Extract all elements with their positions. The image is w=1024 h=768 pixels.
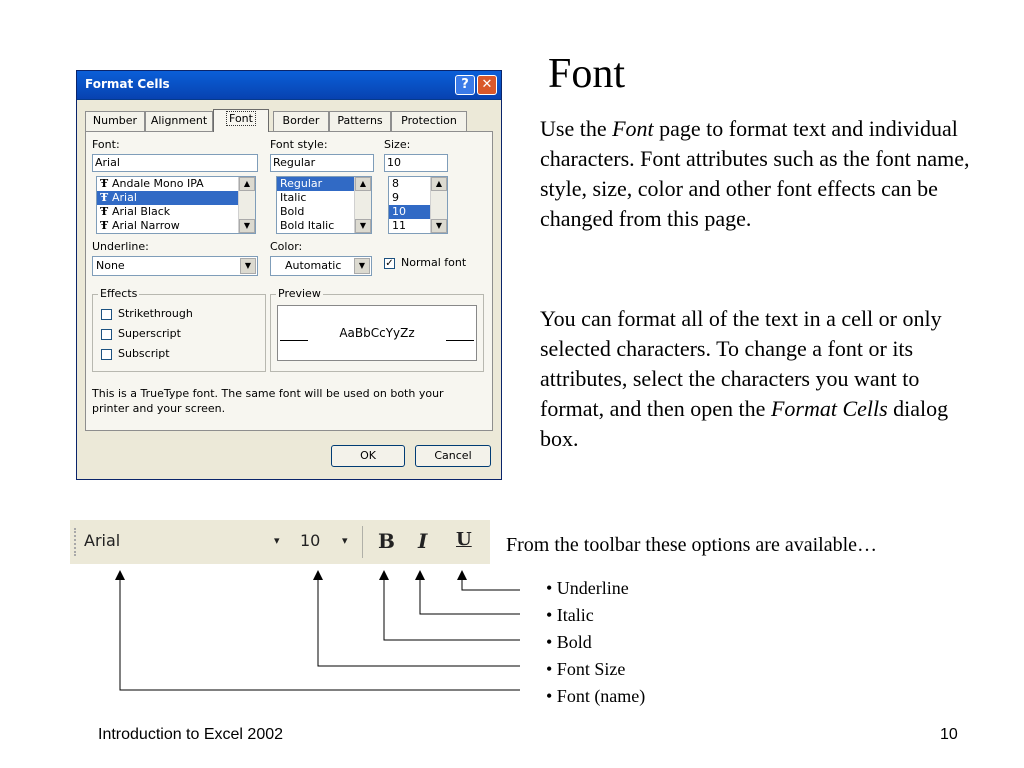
chevron-down-icon[interactable]: ▼ <box>354 258 370 274</box>
tab-protection[interactable]: Protection <box>391 111 467 131</box>
subscript-checkbox[interactable]: Subscript <box>101 347 170 360</box>
tab-number[interactable]: Number <box>85 111 145 131</box>
scroll-up-icon[interactable]: ▲ <box>431 177 447 191</box>
slide-heading: Font <box>548 51 626 97</box>
truetype-icon: Ŧ <box>100 177 109 190</box>
size-list-item[interactable]: 8 <box>392 177 399 190</box>
arrow-up-icon <box>115 570 125 580</box>
help-button[interactable]: ? <box>455 75 475 95</box>
tab-font[interactable] <box>213 109 269 132</box>
font-style-label: Font style: <box>270 138 328 151</box>
arrow-up-icon <box>313 570 323 580</box>
ok-button[interactable]: OK <box>331 445 405 467</box>
chevron-down-icon[interactable]: ▼ <box>240 258 256 274</box>
chevron-down-icon[interactable]: ▾ <box>274 534 280 547</box>
underline-label: Underline: <box>92 240 149 253</box>
effects-label: Effects <box>100 287 138 300</box>
strikethrough-checkbox[interactable]: Strikethrough <box>101 307 193 320</box>
legend-bold: • Bold <box>546 632 592 652</box>
legend-font-name: • Font (name) <box>546 686 646 706</box>
style-list-item[interactable]: Bold <box>280 205 305 218</box>
font-name-callout-line <box>120 574 520 690</box>
size-callout-line <box>318 574 520 666</box>
bold-button[interactable]: B <box>378 529 395 553</box>
color-label: Color: <box>270 240 303 253</box>
style-list-item[interactable]: Bold Italic <box>280 219 335 232</box>
toolbar-caption: From the toolbar these options are available… <box>506 534 878 556</box>
italic-button[interactable]: I <box>418 529 428 553</box>
toolbar-font-size: 10 <box>300 531 321 550</box>
scroll-down-icon[interactable]: ▼ <box>355 219 371 233</box>
tab-font-label: Font <box>226 111 256 126</box>
size-list-item[interactable]: 11 <box>392 219 406 232</box>
italic-callout-line <box>420 574 520 614</box>
style-list-item[interactable]: Regular <box>277 177 371 191</box>
size-list-item[interactable]: 9 <box>392 191 399 204</box>
toolbar-font-name: Arial <box>84 531 121 550</box>
truetype-info-text: This is a TrueType font. The same font will be used on both your printer and your screen. <box>92 387 444 415</box>
font-style-input[interactable]: Regular <box>270 154 374 172</box>
underline-callout-line <box>462 574 520 590</box>
scroll-down-icon[interactable]: ▼ <box>239 219 255 233</box>
bold-callout-line <box>384 574 520 640</box>
font-label: Font: <box>92 138 120 151</box>
superscript-checkbox[interactable]: Superscript <box>101 327 181 340</box>
size-label: Size: <box>384 138 411 151</box>
chevron-down-icon[interactable]: ▾ <box>342 534 348 547</box>
dialog-title: Format Cells <box>85 77 170 91</box>
size-list-item[interactable]: 10 <box>389 205 447 219</box>
cancel-button[interactable]: Cancel <box>415 445 491 467</box>
arrow-up-icon <box>379 570 389 580</box>
style-list-item[interactable]: Italic <box>280 191 307 204</box>
checkbox-checked-icon: ✓ <box>385 257 394 269</box>
footer-title: Introduction to Excel 2002 <box>98 726 284 743</box>
truetype-icon: Ŧ <box>100 191 109 204</box>
preview-text: AaBbCcYyZz <box>339 326 415 340</box>
tab-patterns[interactable]: Patterns <box>329 111 391 131</box>
preview-label: Preview <box>278 287 321 300</box>
normal-font-label: Normal font <box>401 256 467 269</box>
truetype-icon: Ŧ <box>100 219 109 232</box>
legend-italic: • Italic <box>546 605 594 625</box>
tab-alignment[interactable]: Alignment <box>145 111 213 131</box>
truetype-icon: Ŧ <box>100 205 109 218</box>
color-value: Automatic <box>285 259 342 272</box>
slide-paragraph-1: Use the Font page to format text and individual characters. Font attributes such as the font name, style, size, color and other font effects can be changed from this page. <box>540 116 970 231</box>
font-list-item[interactable]: Ŧ Arial <box>97 191 255 205</box>
tab-border[interactable]: Border <box>273 111 329 131</box>
size-input[interactable]: 10 <box>384 154 448 172</box>
close-button[interactable]: ✕ <box>477 75 497 95</box>
page-number: 10 <box>940 726 958 743</box>
legend-underline: • Underline <box>546 578 629 598</box>
font-list-item[interactable]: Ŧ Arial Narrow <box>100 219 180 232</box>
slide-paragraph-2: You can format all of the text in a cell or only selected characters. To change a font or its attributes, select the characters you want to format, and then open the Format Cells dialog box. <box>540 306 949 451</box>
arrow-up-icon <box>415 570 425 580</box>
underline-value: None <box>96 259 125 272</box>
scroll-up-icon[interactable]: ▲ <box>355 177 371 191</box>
font-list-item[interactable]: Ŧ Arial Black <box>100 205 171 218</box>
scroll-down-icon[interactable]: ▼ <box>431 219 447 233</box>
legend-font-size: • Font Size <box>546 659 626 679</box>
underline-button[interactable]: U <box>456 529 472 550</box>
font-list-item[interactable]: Ŧ Andale Mono IPA <box>100 177 204 190</box>
scroll-up-icon[interactable]: ▲ <box>239 177 255 191</box>
font-name-input[interactable]: Arial <box>92 154 258 172</box>
arrow-up-icon <box>457 570 467 580</box>
